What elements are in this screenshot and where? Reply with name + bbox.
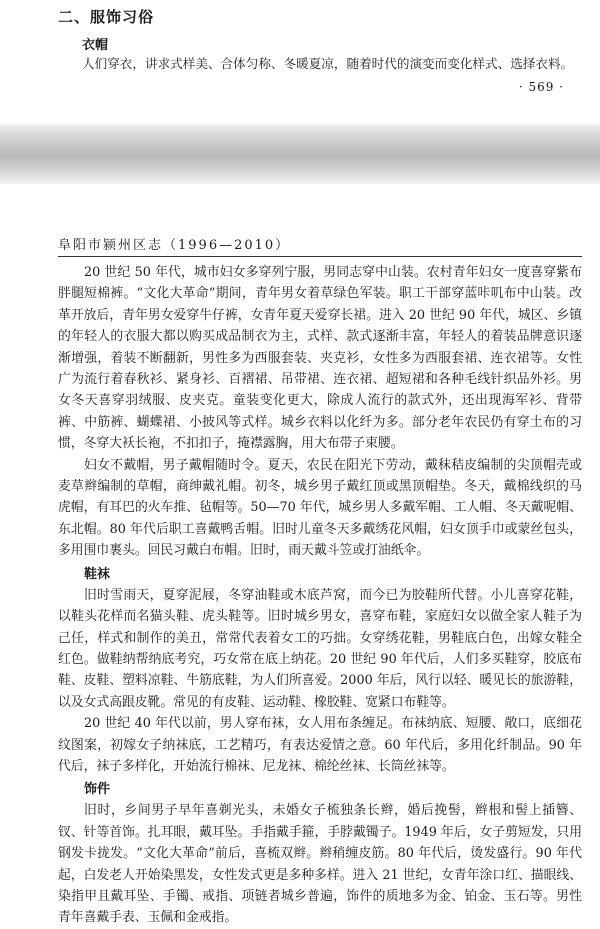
previous-page-fragment <box>0 0 600 120</box>
page-gutter-shadow <box>0 122 600 184</box>
paragraph-hats: 妇女不戴帽，男子戴帽随时令。夏天，农民在阳光下劳动，戴秣秸皮编制的尖顶帽壳或麦草辫编制的草帽，商绅戴礼帽。初冬，城乡男子戴红顶或黑顶帽垫。冬天，戴棉线织的马虎帽，有耳巴的火车推、毡帽等。50—70 年代，城乡男人多戴军帽、工人帽、冬天戴呢帽、东北帽。80 年代后职工喜戴鸭舌帽。旧时儿童冬天多戴绣花风帽，妇女顶手巾或蒙丝包头，多用围巾裹头。回民习戴白布帽。旧时，雨天戴斗笠或打油纸伞。 <box>58 457 582 559</box>
body-text <box>58 262 582 929</box>
paragraph-accessories: 旧时，乡间男子早年喜剃光头，未婚女子梳独条长辫，婚后挽髻，辫根和髻上插簪、钗、针等首饰。扎耳眼，戴耳坠。手指戴手箍，手脖戴镯子。1949 年后，女子剪短发，只用钢发卡拢发。“文化大革命”前后，喜梳双辫。辫稍缠皮筋。80 年代后，烫发盛行。90 年代起，白发老人开始染黑发，女性发式更是多种多样。进入 21 世纪，女青年涂口红、描眼线、染指甲且戴耳坠、手镯、戒指、项链者城乡普遍，饰件的质地多为金、铂金、玉石等。男性青年喜戴手表、玉佩和金戒指。 <box>58 803 582 926</box>
paragraph-socks: 20 世纪 40 年代以前，男人穿布袜，女人用布条缠足。布袜纳底、短腰、敞口，底细花纹图案，初嫁女子纳袜底，工艺精巧，有表达爱情之意。60 年代后，多用化纤制品。90 年代后，袜子多样化，开始流行棉袜、尼龙袜、棉纶丝袜、长筒丝袜等。 <box>58 716 582 774</box>
shoes-socks-heading: 鞋袜 <box>84 566 111 582</box>
intro-line: 人们穿衣，讲求式样美、合体匀称、冬暖夏凉，随着时代的演变而变化样式、选择衣料。 <box>82 56 574 71</box>
paragraph-clothing: 20 世纪 50 年代，城市妇女多穿列宁服，男同志穿中山装。农村青年妇女一度喜穿紫布胖腿短棉裤。“文化大革命”期间，青年男女着草绿色军装。职工干部穿蓝咔叽布中山装。改革开放后，青年男女爱穿牛仔裤，女青年夏天爱穿长裙。进入 20 世纪 90 年代，城区、乡镇的年轻人的衣服大都以购买成品制衣为主，式样、款式逐渐丰富，年轻人的着装品牌意识逐渐增强，着装不断翻新，男性多为西服套装、夹克衫，女性多为西服套裙、连衣裙等。女性广为流行着春秋衫、紧身衫、百褶裙、吊带裙、连衣裙、超短裙和各种毛线针织品外衫。男女冬天喜穿羽绒服、皮夹克。童装变化更大，除成人流行的款式外，还出现海军衫、背带裤、中筋裤、蝴蝶裙、小披风等式样。城乡衣料以化纤为多。部分老年农民仍有穿土布的习惯，冬穿大袄长袍，不扣扣子，掩襟露胸，用大布带子束腰。 <box>58 265 582 452</box>
header-rule <box>58 256 582 257</box>
paragraph-shoes: 旧时雪雨天，夏穿泥屐，冬穿油鞋或木底芦窝，而今已为胶鞋所代替。小儿喜穿花鞋，以鞋头花样而名猫头鞋、虎头鞋等。旧时城乡男女，喜穿布鞋，家庭妇女以做全家人鞋子为己任，样式和制作的美丑，常常代表着女工的巧拙。女穿绣花鞋，男鞋底白色，出嫁女鞋全红色。做鞋纳帮纳底考究，巧女常在底上纳花。20 世纪 90 年代后，人们多买鞋穿，胶底布鞋、皮鞋、塑料凉鞋、牛筋底鞋，为人们所喜爱。2000 年后，风行以轻、暖见长的旅游鞋，以及女式高跟皮靴。常见的有皮鞋、运动鞋、橡胶鞋、宽紧口布鞋等。 <box>58 587 582 710</box>
running-header: 阜阳市颍州区志（1996—2010） <box>58 238 291 253</box>
clothing-hats-heading: 衣帽 <box>82 38 109 53</box>
accessories-heading: 饰件 <box>84 782 111 798</box>
section-heading: 二、服饰习俗 <box>58 8 155 26</box>
page-number: · 569 · <box>518 80 564 94</box>
